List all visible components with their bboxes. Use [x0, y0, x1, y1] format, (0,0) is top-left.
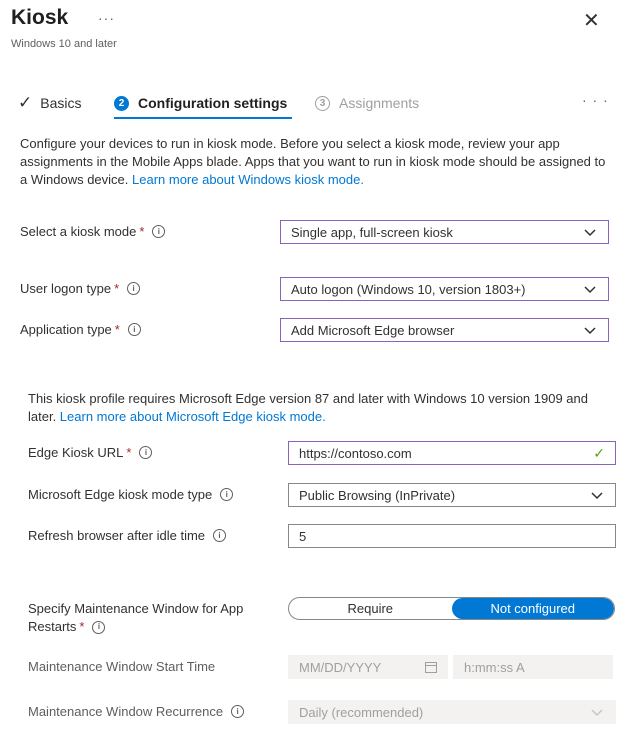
logon-type-label-text: User logon type — [20, 281, 112, 296]
info-icon[interactable]: i — [220, 488, 233, 501]
chevron-down-icon — [582, 281, 598, 297]
start-time-placeholder: h:mm:ss A — [464, 659, 525, 675]
edge-url-value: https://contoso.com — [299, 445, 412, 461]
maintenance-window-label-line2: Restarts — [28, 619, 77, 634]
start-time-label-text: Maintenance Window Start Time — [28, 659, 216, 674]
edge-mode-type-dropdown[interactable] — [288, 483, 616, 507]
refresh-idle-input[interactable] — [288, 524, 616, 548]
info-icon[interactable]: i — [139, 446, 152, 459]
panel-subtitle: Windows 10 and later — [11, 38, 117, 50]
info-icon[interactable]: i — [152, 225, 165, 238]
edge-note-text: This kiosk profile requires Microsoft Edge version 87 and later with Windows 10 version 1909 and later. — [28, 391, 588, 424]
logon-type-value: Auto logon (Windows 10, version 1803+) — [291, 281, 526, 297]
start-time-input — [453, 655, 613, 679]
recurrence-value: Daily (recommended) — [299, 704, 424, 720]
app-type-dropdown[interactable] — [280, 318, 609, 342]
step-assignments[interactable] — [315, 92, 419, 114]
required-marker: * — [114, 281, 120, 296]
info-icon[interactable]: i — [127, 282, 140, 295]
edge-url-label-text: Edge Kiosk URL — [28, 445, 124, 460]
kiosk-mode-label — [20, 224, 165, 239]
checkmark-icon: ✓ — [593, 444, 605, 461]
edge-requirements-note — [28, 390, 608, 426]
intro-text — [20, 135, 610, 189]
step-configuration-settings[interactable] — [114, 92, 287, 114]
app-type-label-text: Application type — [20, 322, 112, 337]
checkmark-icon: ✓ — [18, 93, 33, 112]
edge-url-input[interactable] — [288, 441, 616, 465]
app-type-label — [20, 322, 141, 337]
start-date-placeholder: MM/DD/YYYY — [299, 659, 382, 675]
info-icon[interactable]: i — [213, 529, 226, 542]
edge-mode-type-value: Public Browsing (InPrivate) — [299, 487, 456, 503]
start-time-label — [28, 659, 215, 674]
logon-type-dropdown[interactable] — [280, 277, 609, 301]
maintenance-window-label — [28, 600, 243, 636]
required-marker: * — [79, 619, 85, 634]
info-icon[interactable]: i — [92, 621, 105, 634]
info-icon[interactable]: i — [231, 705, 244, 718]
required-marker: * — [114, 322, 120, 337]
kiosk-mode-value: Single app, full-screen kiosk — [291, 224, 453, 240]
chevron-down-icon — [589, 704, 605, 720]
refresh-idle-label — [28, 528, 226, 543]
toggle-option-require[interactable]: Require — [347, 601, 394, 616]
step-number-icon: 2 — [114, 96, 129, 111]
maintenance-window-toggle[interactable] — [288, 597, 615, 620]
active-step-indicator — [114, 117, 292, 119]
edge-kiosk-learn-more-link[interactable]: Learn more about Microsoft Edge kiosk mode. — [59, 409, 326, 424]
step-assign-label: Assignments — [339, 95, 420, 111]
kiosk-mode-label-text: Select a kiosk mode — [20, 224, 137, 239]
chevron-down-icon — [582, 322, 598, 338]
refresh-idle-label-text: Refresh browser after idle time — [28, 528, 206, 543]
chevron-down-icon — [589, 487, 605, 503]
start-date-input — [288, 655, 448, 679]
info-icon[interactable]: i — [128, 323, 141, 336]
calendar-icon — [425, 662, 437, 673]
edge-mode-type-label-text: Microsoft Edge kiosk mode type — [28, 487, 213, 502]
maintenance-window-label-line2-row — [28, 618, 243, 636]
recurrence-dropdown — [288, 700, 616, 724]
more-options-icon[interactable]: ··· — [98, 10, 115, 26]
edge-url-label — [28, 445, 152, 460]
refresh-idle-value: 5 — [299, 528, 307, 544]
logon-type-label — [20, 281, 140, 296]
intro-description: Configure your devices to run in kiosk mode. Before you select a kiosk mode, review your app assignments in the Mobile Apps blade. Apps that you want to run in kiosk mode should be assigned to a Windows device. — [20, 136, 606, 187]
close-icon[interactable]: ✕ — [583, 10, 600, 32]
steps-overflow-icon[interactable]: · · · — [582, 92, 609, 108]
maintenance-window-label-line1: Specify Maintenance Window for App — [28, 601, 244, 616]
step-basics-label: Basics — [40, 95, 82, 111]
edge-mode-type-label — [28, 487, 233, 502]
panel-title: Kiosk — [11, 6, 69, 29]
step-config-label: Configuration settings — [138, 95, 288, 111]
kiosk-mode-learn-more-link[interactable]: Learn more about Windows kiosk mode. — [132, 172, 364, 187]
required-marker: * — [139, 224, 145, 239]
recurrence-label-text: Maintenance Window Recurrence — [28, 704, 224, 719]
app-type-value: Add Microsoft Edge browser — [291, 322, 455, 338]
recurrence-label — [28, 704, 244, 719]
toggle-option-not-configured[interactable]: Not configured — [452, 598, 615, 619]
required-marker: * — [126, 445, 132, 460]
step-number-icon: 3 — [315, 96, 330, 111]
kiosk-mode-dropdown[interactable] — [280, 220, 609, 244]
chevron-down-icon — [582, 224, 598, 240]
step-basics[interactable] — [18, 92, 81, 114]
